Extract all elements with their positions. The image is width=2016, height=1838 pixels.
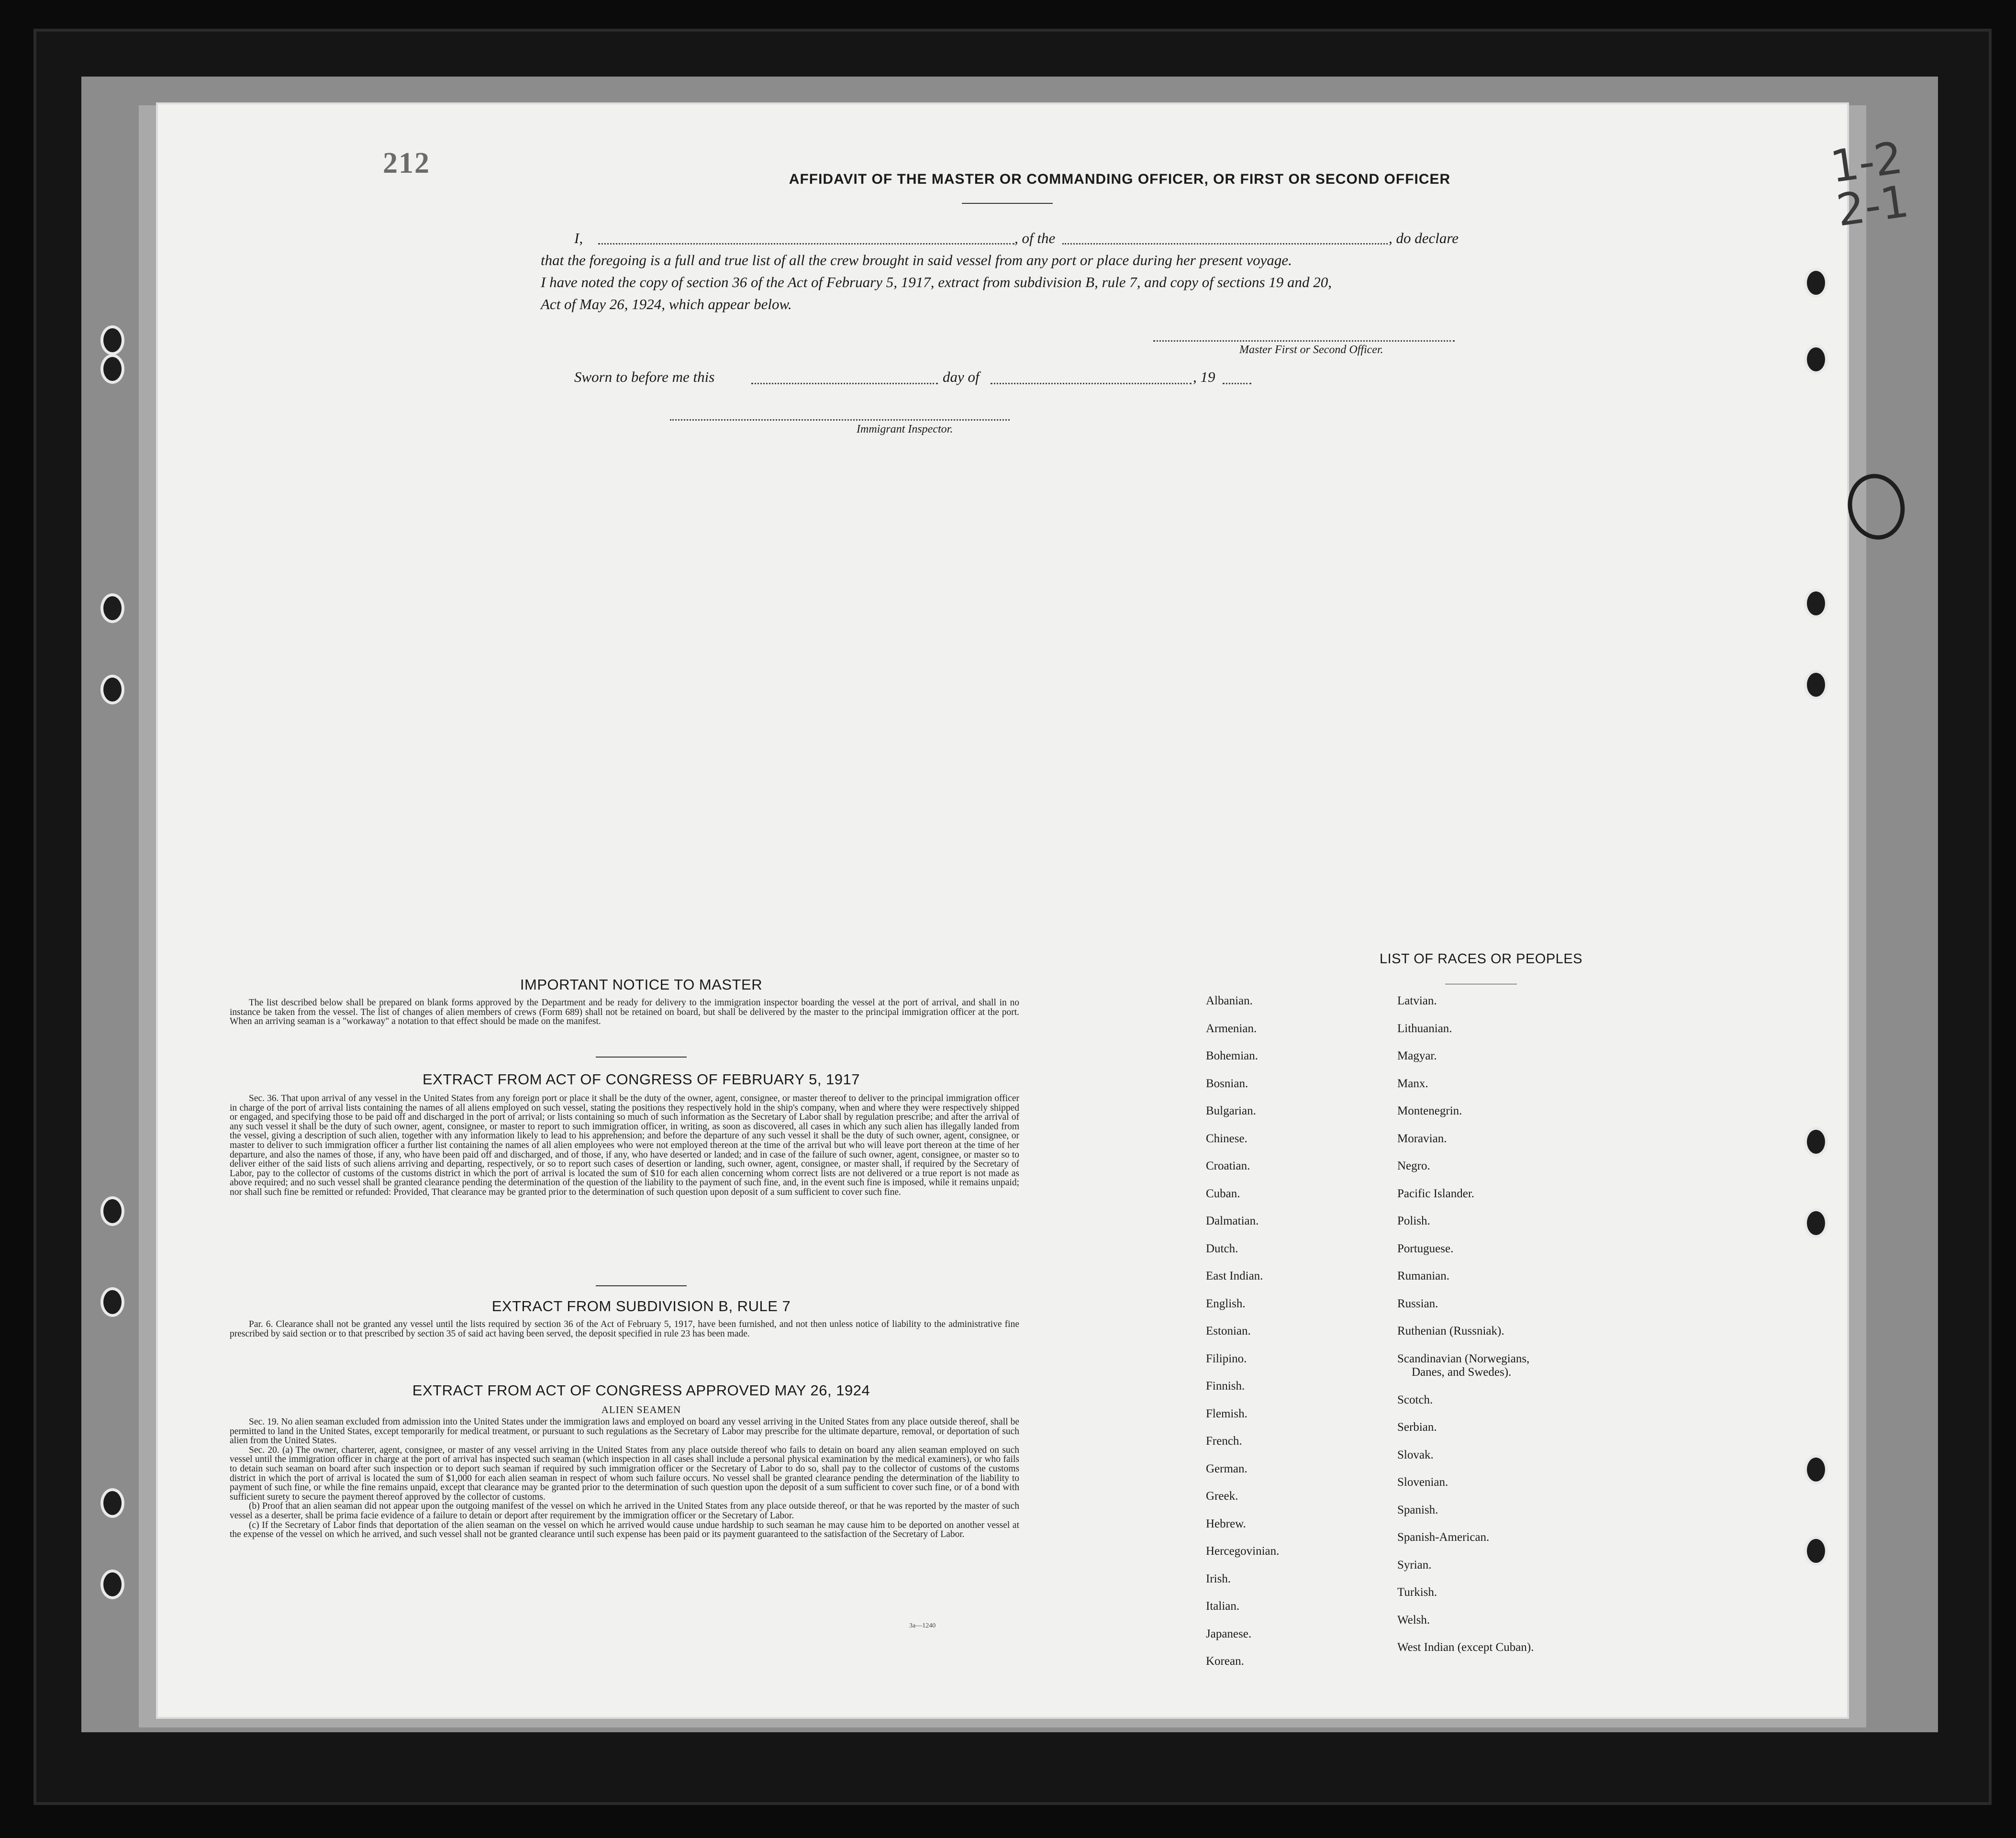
race-item: Italian.	[1206, 1600, 1240, 1613]
binder-hole	[100, 354, 124, 384]
inspector-signature-blank[interactable]	[670, 419, 1010, 421]
day-of-label: day of	[943, 368, 980, 385]
binder-hole	[1804, 1127, 1828, 1157]
alien-seamen-subtitle: ALIEN SEAMEN	[601, 1404, 681, 1415]
race-item: Bohemian.	[1206, 1049, 1259, 1062]
binder-hole	[100, 325, 124, 355]
race-item: Rumanian.	[1397, 1270, 1450, 1282]
race-item: Slovak.	[1397, 1448, 1434, 1461]
declare-label: , do declare	[1389, 230, 1459, 246]
signature-blank[interactable]	[1153, 340, 1455, 342]
race-item: Danes, and Swedes).	[1412, 1365, 1512, 1379]
race-item: Manx.	[1397, 1077, 1428, 1090]
binder-hole	[1804, 1208, 1828, 1238]
race-item: Albanian.	[1206, 994, 1253, 1007]
race-item: Irish.	[1206, 1572, 1231, 1585]
race-item: East Indian.	[1206, 1270, 1263, 1282]
binder-hole	[100, 675, 124, 704]
race-item: Chinese.	[1206, 1132, 1247, 1145]
binder-hole	[100, 1570, 124, 1599]
race-item: Finnish.	[1206, 1380, 1245, 1392]
race-item: Estonian.	[1206, 1325, 1251, 1337]
race-item: Lithuanian.	[1397, 1022, 1452, 1035]
race-item: Pacific Islander.	[1397, 1187, 1475, 1200]
race-item: Dutch.	[1206, 1242, 1238, 1255]
signature-caption: Master First or Second Officer.	[1239, 344, 1383, 356]
race-item: Hercegovinian.	[1206, 1545, 1280, 1558]
binder-hole	[1804, 589, 1828, 618]
inspector-caption: Immigrant Inspector.	[857, 423, 953, 435]
form-code: 3a—1240	[909, 1622, 936, 1629]
section-36-paragraph: Sec. 36. That upon arrival of any vessel in the United States from any foreign port or place it shall be the duty of the owner, agent, consignee, or master thereof to deliver to the principal immigration officer in charge of the port of arrival lists containing the names of all aliens employed on such vessel, stating the positions they respectively hold in the ship's company, when and where they were respectively shipped or engaged, and specifying those to be paid off and discharged in the port of arrival; or lists containing so much of such information as the Secretary of Labor shall by regulation prescribe; and after the arrival of any such vessel it shall be the duty of such owner, agent, consignee, or master to report to such immigration officer, in writing, as soon as discovered, all cases in which any such alien has illegally landed from the vessel, giving a description of such alien, together with any information likely to lead to his apprehension; and before the departure of any such vessel it shall be the duty of such owner, agent, consignee, or master to deliver to such immigration officer a further list containing the names of all alien employees who were not employed thereon at the time of the arrival but who will leave port thereon at the time of her departure, and also the names of those, if any, who have been paid off and discharged, and of those, if any, who have deserted or landed; and in case of the failure of such owner, agent, consignee, or master so to deliver either of the said lists of such aliens arriving and departing, respectively, or so to report such cases of desertion or landing, such owner, agent, consignee, or master shall, if required by the Secretary of Labor, pay to the collector of customs of the customs district in which the port of arrival is located the sum of $10 for each alien concerning whom correct lists are not delivered or a true report is not made as above required; and no such vessel shall be granted clearance pending the determination of the question of the liability to the payment of such fine, and, in the event such fine is imposed, while it remains unpaid; nor shall such fine be remitted or refunded: Provided, That clearance may be granted prior to the determination of such question upon deposit of a sum sufficient to cover such fine.	[230, 1093, 1019, 1197]
races-list-title: LIST OF RACES OR PEOPLES	[1379, 951, 1583, 967]
affidavit-i: I,	[574, 230, 583, 246]
notice-title: IMPORTANT NOTICE TO MASTER	[520, 976, 763, 993]
notice-text	[230, 998, 1019, 1026]
race-item: Croatian.	[1206, 1159, 1250, 1172]
race-item: Moravian.	[1397, 1132, 1447, 1145]
extract-1917-title: EXTRACT FROM ACT OF CONGRESS OF FEBRUARY 5, 1917	[422, 1071, 860, 1088]
affidavit-line-2: that the foregoing is a full and true list of all the crew brought in said vessel from any port or place during her present voyage.	[541, 252, 1292, 268]
race-item: West Indian (except Cuban).	[1397, 1641, 1534, 1654]
race-item: Scandinavian (Norwegians,	[1397, 1352, 1530, 1365]
race-item: Syrian.	[1397, 1558, 1432, 1571]
handwritten-margin-note: 1-2 2-1	[1827, 132, 1912, 236]
race-item: Russian.	[1397, 1297, 1438, 1310]
extract-rule7-title: EXTRACT FROM SUBDIVISION B, RULE 7	[491, 1298, 791, 1314]
notice-divider	[596, 1057, 687, 1058]
document-page	[158, 104, 1847, 1717]
binder-hole	[1804, 670, 1828, 700]
binder-hole	[100, 1287, 124, 1317]
race-item: Bulgarian.	[1206, 1104, 1256, 1117]
race-item: Negro.	[1397, 1159, 1430, 1172]
binder-hole	[100, 1196, 124, 1226]
sworn-year-blank[interactable]	[1223, 383, 1251, 384]
sec-20c-paragraph: (c) If the Secretary of Labor finds that deportation of the alien seaman on the vessel on which he arrived would cause undue hardship to such seaman he may cause him to be deported on another vessel at the expense of the vessel on which he arrived, and such vessel shall not be granted clearance until such expense has been paid or its payment guaranteed to the satisfaction of the Secretary of Labor.	[230, 1520, 1019, 1540]
race-item: Bosnian.	[1206, 1077, 1248, 1090]
binder-hole	[100, 1488, 124, 1518]
sworn-day-blank[interactable]	[751, 383, 938, 384]
extract-1924-text	[230, 1417, 1019, 1539]
race-item: French.	[1206, 1435, 1242, 1448]
binder-hole	[100, 593, 124, 623]
of-the-label: , of the	[1014, 230, 1056, 246]
race-item: Flemish.	[1206, 1407, 1247, 1420]
race-item: Korean.	[1206, 1655, 1244, 1668]
race-item: Slovenian.	[1397, 1476, 1448, 1489]
race-item: Filipino.	[1206, 1352, 1247, 1365]
race-item: Japanese.	[1206, 1627, 1252, 1640]
races-right-column	[1397, 994, 1534, 1669]
race-item: Greek.	[1206, 1490, 1238, 1503]
race-item: Scotch.	[1397, 1393, 1433, 1406]
race-item: Welsh.	[1397, 1613, 1430, 1626]
race-item: German.	[1206, 1462, 1247, 1475]
sworn-label: Sworn to before me this	[574, 368, 715, 385]
extract-1924-title: EXTRACT FROM ACT OF CONGRESS APPROVED MAY 26, 1924	[412, 1382, 870, 1399]
race-item: Magyar.	[1397, 1049, 1437, 1062]
page-number: 212	[383, 147, 430, 179]
race-item: Latvian.	[1397, 994, 1437, 1007]
sec-20b-paragraph: (b) Proof that an alien seaman did not appear upon the outgoing manifest of the vessel on which he arrived in the United States from any place outside thereof, or that he was reported by the master of such vessel as a deserter, shall be prima facie evidence of a failure to detain or deport after requirement by the immigration officer or the Secretary of Labor.	[230, 1501, 1019, 1521]
binder-hole	[1804, 345, 1828, 374]
vessel-blank[interactable]	[1062, 243, 1388, 245]
race-item: Hebrew.	[1206, 1517, 1246, 1530]
race-item: English.	[1206, 1297, 1246, 1310]
races-left-column	[1206, 994, 1279, 1682]
extract-1917-divider	[596, 1285, 687, 1286]
sworn-month-blank[interactable]	[991, 383, 1192, 384]
sec-19-paragraph: Sec. 19. No alien seaman excluded from admission into the United States under the immigration laws and employed on board any vessel arriving in the United States from any place outside thereof, shall be permitted to land in the United States, except temporarily for medical treatment, or pursuant to such regulations as the Secretary of Labor may prescribe for the ultimate departure, removal, or deportation of such alien from the United States.	[230, 1417, 1019, 1446]
race-item: Spanish-American.	[1397, 1531, 1490, 1544]
race-item: Cuban.	[1206, 1187, 1240, 1200]
binder-hole	[1804, 268, 1828, 298]
extract-rule7-text	[230, 1320, 1019, 1338]
notice-paragraph: The list described below shall be prepared on blank forms approved by the Department and be ready for delivery to the immigration inspector boarding the vessel at the port of arrival, and shall in no instance be taken from the vessel. The list of changes of alien members of crews (Form 689) shall not be retained on board, but shall be delivered by the master to the principal immigration officer at the port. When an arriving seaman is a "workaway" a notation to that effect should be made on the manifest.	[230, 998, 1019, 1027]
affidavit-title: AFFIDAVIT OF THE MASTER OR COMMANDING OFFICER, OR FIRST OR SECOND OFFICER	[789, 171, 1451, 187]
race-item: Dalmatian.	[1206, 1214, 1259, 1227]
affidavit-line-4: Act of May 26, 1924, which appear below.	[541, 296, 792, 312]
race-item: Portuguese.	[1397, 1242, 1454, 1255]
sec-20a-paragraph: Sec. 20. (a) The owner, charterer, agent, consignee, or master of any vessel arriving in the United States from any place outside thereof who fails to detain on board any alien seaman employed on such vessel until the immigration officer in charge at the port of arrival has inspected such seaman (which inspection in all cases shall include a personal physical examination by the medical examiners), or who fails to detain such seaman on board after such inspection or to deport such seaman if required by such immigration officer or the Secretary of Labor to do so, shall pay to the collector of customs of the customs district in which the port of arrival is located the sum of $1,000 for each alien seaman in respect of whom such failure occurs. No vessel shall be granted clearance pending the determination of the liability to payment of such fine, or while the fine remains unpaid, except that clearance may be granted prior to the determination of such question upon the deposit of a sum sufficient to cover such fine, or of a bond with sufficient surety to secure the payment thereof approved by the collector of customs.	[230, 1445, 1019, 1502]
title-divider	[962, 203, 1053, 204]
year-label: , 19	[1193, 368, 1215, 385]
race-item: Armenian.	[1206, 1022, 1257, 1035]
race-item: Ruthenian (Russniak).	[1397, 1325, 1504, 1337]
extract-1917-text	[230, 1094, 1019, 1197]
name-blank[interactable]	[598, 243, 1014, 245]
race-item: Montenegrin.	[1397, 1104, 1462, 1117]
affidavit-line-3: I have noted the copy of section 36 of the Act of February 5, 1917, extract from subdivision B, rule 7, and copy of sections 19 and 20,	[541, 274, 1332, 290]
race-item: Serbian.	[1397, 1421, 1437, 1434]
binder-hole	[1804, 1536, 1828, 1566]
race-item: Spanish.	[1397, 1503, 1438, 1516]
par-6-paragraph: Par. 6. Clearance shall not be granted any vessel until the lists required by section 36 of the Act of February 5, 1917, have been furnished, and not then unless notice of liability to the administrative fine prescribed by said section or to that prescribed by section 35 of said act having been served, the deposit specified in rule 23 has been made.	[230, 1319, 1019, 1339]
binder-hole	[1804, 1455, 1828, 1484]
race-item: Polish.	[1397, 1214, 1430, 1227]
race-item: Turkish.	[1397, 1586, 1437, 1599]
